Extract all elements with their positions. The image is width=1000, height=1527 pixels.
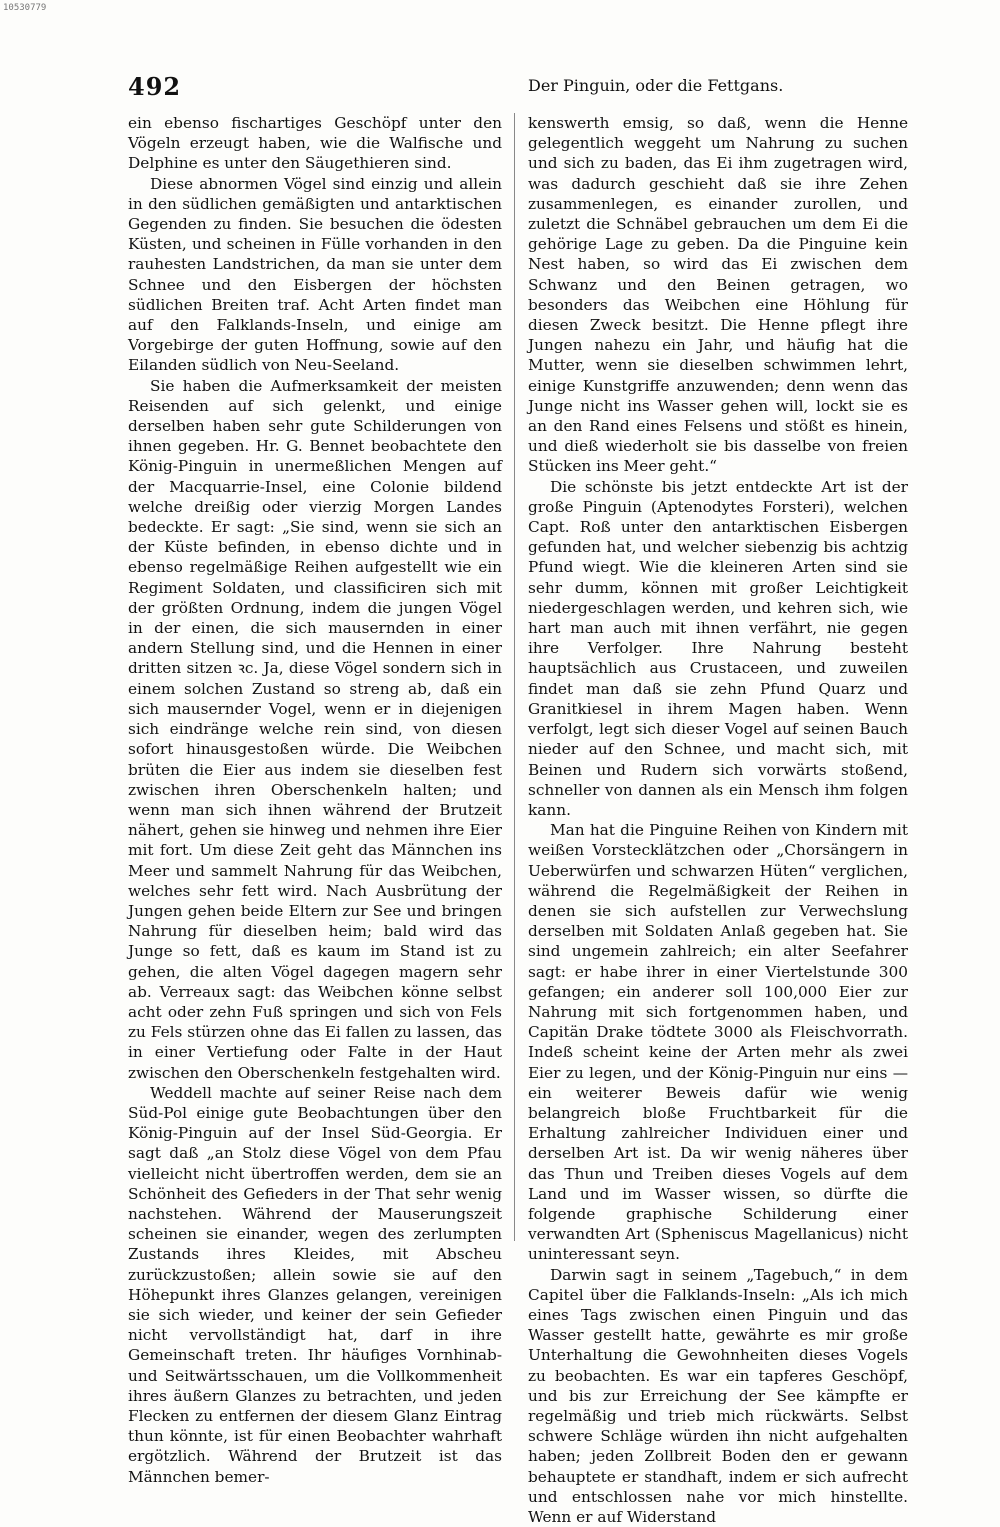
paragraph: ein ebenso fischartiges Geschöpf unter den Vögeln erzeugt haben, wie die Walfische und Delphine es unter den Säugethieren sind. xyxy=(128,114,502,173)
running-title: Der Pinguin, oder die Fettgans. xyxy=(528,76,784,95)
right-column xyxy=(528,113,908,1527)
page-number: 492 xyxy=(128,72,182,101)
paragraph: Weddell machte auf seiner Reise nach dem Süd-Pol einige gute Beobachtungen über den König-Pinguin auf der Insel Süd-Georgia. Er sagt daß „an Stolz diese Vögel von dem Pfau vielleicht nicht übertroffen werden, dem sie an Schönheit des Gefieders in der That sehr wenig nachstehen. Während der Mauserungszeit scheinen sie einander, wegen des zerlumpten Zustands ihres Kleides, mit Abscheu zurückzustoßen; allein sowie sie auf den Höhepunkt ihres Glanzes gelangen, vereinigen sie sich wieder, und keiner der sein Gefieder nicht vervollständigt hat, darf in ihre Gemeinschaft treten. Ihr häufiges Vornhinab- und Seitwärtsschauen, um die Vollkommenheit ihres äußern Glanzes zu betrachten, und jeden Flecken zu entfernen der diesem Glanz Eintrag thun könnte, ist für einen Beobachter wahrhaft ergötzlich. Während der Brutzeit ist das Männchen bemer- xyxy=(128,1083,502,1486)
column-divider xyxy=(514,113,515,1241)
scan-id-label: 10530779 xyxy=(3,3,47,13)
paragraph: Diese abnormen Vögel sind einzig und allein in den südlichen gemäßigten und antarktischen Gegenden zu finden. Sie besuchen die ödesten Küsten, und scheinen in Fülle vorhanden in den rauhesten Landstrichen, da man sie unter dem Schnee und den Eisbergen der höchsten südlichen Breiten traf. Acht Arten findet man auf den Falklands-Inseln, und einige am Vorgebirge der guten Hoffnung, sowie auf den Eilanden südlich von Neu-Seeland. xyxy=(128,174,502,375)
paragraph: Man hat die Pinguine Reihen von Kindern mit weißen Vorstecklätzchen oder „Chorsängern in Ueberwürfen und schwarzen Hüten“ verglichen, während die Regelmäßigkeit der Reihen in denen sie sich aufstellen zur Verwechslung derselben mit Soldaten Anlaß gegeben hat. Sie sind ungemein zahlreich; ein alter Seefahrer sagt: er habe ihrer in einer Viertelstunde 300 gefangen; ein anderer soll 100,000 Eier zur Nahrung mit sich fortgenommen haben, und Capitän Drake tödtete 3000 als Fleischvorrath. Indeß scheint keine der Arten mehr als zwei Eier zu legen, und der König-Pinguin nur eins — ein weiterer Beweis dafür wie wenig belangreich bloße Fruchtbarkeit für die Erhaltung zahlreicher Individuen einer und derselben Art ist. Da wir wenig näheres über das Thun und Treiben dieses Vogels auf dem Land und im Wasser wissen, so dürfte die folgende graphische Schilderung einer verwandten Art (Spheniscus Magellanicus) nicht uninteressant seyn. xyxy=(528,821,908,1264)
left-column xyxy=(128,113,502,1486)
paragraph: kenswerth emsig, so daß, wenn die Henne gelegentlich weggeht um Nahrung zu suchen und sich zu baden, das Ei ihm zugetragen wird, was dadurch geschieht daß sie ihre Zehen zusammenlegen, es einander zurollen, und zuletzt die Schnäbel gebrauchen um dem Ei die gehörige Lage zu geben. Da die Pinguine kein Nest haben, so wird das Ei zwischen dem Schwanz und den Beinen getragen, wo besonders das Weibchen eine Höhlung für diesen Zweck besitzt. Die Henne pflegt ihre Jungen nahezu ein Jahr, und häufig hat die Mutter, wenn sie dieselben schwimmen lehrt, einige Kunstgriffe anzuwenden; denn wenn das Junge nicht ins Wasser gehen will, lockt sie es an den Rand eines Felsens und stößt es hinein, und dieß wiederholt sie bis dasselbe von freien Stücken ins Meer geht.“ xyxy=(528,114,908,476)
page-header xyxy=(128,72,908,102)
paragraph: Die schönste bis jetzt entdeckte Art ist der große Pinguin (Aptenodytes Forsteri), welchen Capt. Roß unter den antarktischen Eisbergen gefunden hat, und welcher siebenzig bis achtzig Pfund wiegt. Wie die kleineren Arten sind sie sehr dumm, können mit großer Leichtigkeit niedergeschlagen werden, und kehren sich, wie hart man auch mit ihnen verfährt, nie gegen ihre Verfolger. Ihre Nahrung besteht hauptsächlich aus Crustaceen, und zuweilen findet man daß sie zehn Pfund Quarz und Granitkiesel in ihrem Magen haben. Wenn verfolgt, legt sich dieser Vogel auf seinen Bauch nieder auf den Schnee, und macht sich, mit Beinen und Rudern sich vorwärts stoßend, schneller von dannen als ein Mensch ihm folgen kann. xyxy=(528,477,908,819)
paragraph: Sie haben die Aufmerksamkeit der meisten Reisenden auf sich gelenkt, und einige derselben haben sehr gute Schilderungen von ihnen gegeben. Hr. G. Bennet beobachtete den König-Pinguin in unermeßlichen Mengen auf der Macquarrie-Insel, eine Colonie bildend welche dreißig oder vierzig Morgen Landes bedeckte. Er sagt: „Sie sind, wenn sie sich an der Küste befinden, in ebenso dichte und in ebenso regelmäßige Reihen aufgestellt wie ein Regiment Soldaten, und classificiren sich mit der größten Ordnung, indem die jungen Vögel in der einen, die sich mausernden in einer andern Stellung sind, und die Hennen in einer dritten sitzen ꝛc. Ja, diese Vögel sondern sich in einem solchen Zustand so streng ab, daß ein sich mausernder Vogel, wenn er in diejenigen sich eindränge welche rein sind, von diesen sofort hinausgestoßen würde. Die Weibchen brüten die Eier aus indem sie dieselben fest zwischen ihren Oberschenkeln halten; und wenn man sich ihnen während der Brutzeit nähert, gehen sie hinweg und nehmen ihre Eier mit fort. Um diese Zeit geht das Männchen ins Meer und sammelt Nahrung für das Weibchen, welches sehr fett wird. Nach Ausbrütung der Jungen gehen beide Eltern zur See und bringen Nahrung für dieselben heim; bald wird das Junge so fett, daß es kaum im Stand ist zu gehen, die alten Vögel dagegen magern sehr ab. Verreaux sagt: das Weibchen könne selbst acht oder zehn Fuß springen und sich von Fels zu Fels stürzen ohne das Ei fallen zu lassen, das in einer Vertiefung oder Falte in der Haut zwischen den Oberschenkeln festgehalten wird. xyxy=(128,376,502,1082)
paragraph: Darwin sagt in seinem „Tagebuch,“ in dem Capitel über die Falklands-Inseln: „Als ich mich eines Tags zwischen einen Pinguin und das Wasser gestellt hatte, gewährte es mir große Unterhaltung die Gewohnheiten dieses Vogels zu beobachten. Es war ein tapferes Geschöpf, und bis zur Erreichung der See kämpfte er regelmäßig und trieb mich rückwärts. Selbst schwere Schläge würden ihn nicht aufgehalten haben; jeden Zollbreit Boden den er gewann behauptete er standhaft, indem er sich aufrecht und entschlossen nahe vor mich hinstellte. Wenn er auf Widerstand xyxy=(528,1265,908,1527)
